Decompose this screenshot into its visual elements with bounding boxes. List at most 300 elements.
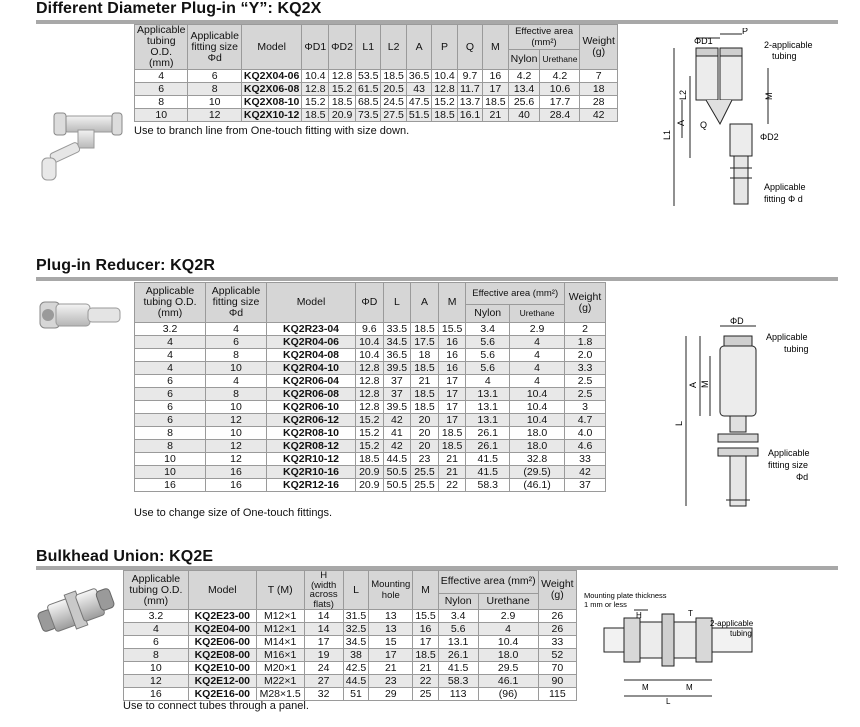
table-cell: 10.4 [302,70,329,83]
table-cell: 17.7 [540,96,580,109]
table-cell: 10 [188,96,241,109]
kq2x-drawing-m: M [764,92,774,100]
table-cell: 44.5 [383,453,411,466]
table-cell: 13.1 [438,636,478,649]
table-row [135,466,606,479]
kq2r-header-urethane: Urethane [510,305,565,323]
kq2r-table-body [135,323,606,492]
table-row [135,479,606,492]
table-cell: M28×1.5 [256,688,304,701]
table-cell: 6 [135,375,206,388]
table-cell: 12.8 [356,375,384,388]
table-cell: 8 [188,83,241,96]
table-cell: 13.4 [508,83,540,96]
table-cell: 36.5 [406,70,431,83]
table-cell: 4 [135,70,188,83]
table-cell: 16 [438,336,466,349]
table-cell: 12 [206,440,267,453]
kq2e-drawing-tubing: tubing [730,629,752,638]
table-cell: 43 [406,83,431,96]
table-row [135,83,618,96]
table-cell: KQ2E23-00 [188,610,256,623]
table-cell: 15.5 [413,610,438,623]
table-row [135,362,606,375]
kq2r-header-weight: Weight (g) [565,283,606,323]
table-cell: 28.4 [540,109,580,122]
table-cell: KQ2R06-12 [267,414,356,427]
table-cell: 51.5 [406,109,431,122]
table-cell: 16 [438,349,466,362]
table-cell: KQ2E12-00 [188,675,256,688]
kq2x-drawing-d1: ΦD1 [694,36,713,46]
kq2x-header-a: A [406,25,431,70]
table-cell: KQ2R06-04 [267,375,356,388]
kq2e-spec-table [123,570,577,701]
table-cell: 15.2 [302,96,329,109]
table-cell: 34.5 [343,636,368,649]
table-row [135,96,618,109]
table-cell: 22 [413,675,438,688]
table-cell: 113 [438,688,478,701]
table-cell: 16 [206,466,267,479]
table-cell: 6 [135,388,206,401]
table-cell: 24 [304,662,343,675]
table-cell: 40 [508,109,540,122]
table-cell: 32.8 [510,453,565,466]
table-cell: 12.8 [329,70,356,83]
table-row [124,662,577,675]
table-cell: 32.5 [343,623,368,636]
table-cell: 6 [188,70,241,83]
table-cell: 10.6 [540,83,580,96]
kq2x-drawing-l2: L2 [678,89,688,100]
table-cell: 15.2 [329,83,356,96]
table-cell: 41.5 [466,466,510,479]
table-cell: KQ2E16-00 [188,688,256,701]
table-row [135,349,606,362]
table-cell: 18.5 [483,96,508,109]
table-cell: 6 [124,636,189,649]
table-cell: 2.0 [565,349,606,362]
table-cell: KQ2R06-10 [267,401,356,414]
kq2x-title: Different Diameter Plug-in “Y”: KQ2X [36,0,322,17]
kq2e-header-tubing-od: Applicable tubing O.D. (mm) [124,571,189,610]
table-row [135,375,606,388]
table-cell: 20.5 [381,83,406,96]
kq2e-drawing-h: H [636,611,642,620]
table-cell: 18.5 [411,388,439,401]
table-cell: 90 [538,675,576,688]
table-row [135,336,606,349]
table-cell: 17 [413,636,438,649]
kq2r-header-eff-area: Effective area (mm²) [466,283,565,305]
table-cell: 25.6 [508,96,540,109]
table-cell: 47.5 [406,96,431,109]
kq2x-header-urethane: Urethane [540,50,580,70]
kq2e-header-model: Model [188,571,256,610]
table-cell: 20.9 [356,479,384,492]
table-cell: 10 [135,109,188,122]
table-cell: 10 [124,662,189,675]
kq2r-product-photo [36,296,124,336]
table-cell: 16 [438,362,466,375]
table-row [124,649,577,662]
table-cell: 25.5 [411,466,439,479]
kq2x-note: Use to branch line from One-touch fitting with size down. [134,125,410,137]
table-row [135,440,606,453]
kq2r-header-nylon: Nylon [466,305,510,323]
table-cell: 21 [438,453,466,466]
table-cell: 4 [510,362,565,375]
table-cell: 23 [369,675,413,688]
table-cell: 3.4 [438,610,478,623]
table-row [124,636,577,649]
kq2r-header-l: L [383,283,411,323]
table-cell: 18.5 [411,323,439,336]
table-cell: 15.2 [356,427,384,440]
table-cell: 3 [565,401,606,414]
table-row [135,414,606,427]
kq2x-spec-table [134,24,618,122]
table-cell: KQ2R23-04 [267,323,356,336]
table-cell: 11.7 [457,83,482,96]
table-cell: 1.8 [565,336,606,349]
table-cell: 12.8 [356,388,384,401]
table-cell: 2.9 [478,610,538,623]
table-cell: 17 [304,636,343,649]
kq2e-table-body [124,610,577,701]
table-cell: 37 [383,375,411,388]
table-cell: 8 [206,388,267,401]
table-cell: 34.5 [383,336,411,349]
table-cell: 18.0 [478,649,538,662]
kq2e-header-eff-area: Effective area (mm²) [438,571,538,594]
table-cell: 51 [343,688,368,701]
table-cell: 12.8 [302,83,329,96]
kq2r-drawing-applicable2: Applicable [768,448,810,458]
kq2x-header-nylon: Nylon [508,50,540,70]
table-cell: 14 [304,610,343,623]
table-cell: 20 [411,440,439,453]
table-row [124,688,577,701]
table-cell: 17 [483,83,508,96]
kq2x-drawing-fitting: fitting Φ d [764,194,803,204]
table-cell: 13 [369,623,413,636]
table-cell: 16 [206,479,267,492]
kq2e-dimension-drawing [584,588,784,706]
table-cell: 4 [206,375,267,388]
kq2x-table-body [135,70,618,122]
table-row [124,675,577,688]
kq2x-header-weight: Weight (g) [580,25,618,70]
table-cell: 19 [304,649,343,662]
table-cell: 13 [369,610,413,623]
table-cell: 25 [413,688,438,701]
kq2x-drawing-a: A [676,119,686,126]
kq2e-header-m: M [413,571,438,610]
table-cell: 10.4 [510,388,565,401]
table-cell: 15.2 [432,96,457,109]
table-row [135,453,606,466]
table-cell: 20.9 [329,109,356,122]
kq2x-header-l1: L1 [355,25,380,70]
table-cell: 4 [124,623,189,636]
table-cell: KQ2E08-00 [188,649,256,662]
table-cell: 18.5 [438,440,466,453]
table-cell: 50.5 [383,479,411,492]
table-cell: 36.5 [383,349,411,362]
table-cell: 18.5 [411,362,439,375]
table-cell: 12 [206,414,267,427]
table-cell: KQ2R06-08 [267,388,356,401]
table-cell: 18.5 [329,96,356,109]
kq2x-drawing-d2: ΦD2 [760,132,779,142]
table-cell: 8 [124,649,189,662]
table-cell: M12×1 [256,610,304,623]
kq2e-drawing-two-applicable: 2-applicable [710,619,754,628]
kq2r-drawing-applicable: Applicable [766,332,808,342]
table-row [135,388,606,401]
table-row [135,323,606,336]
kq2x-product-photo [34,104,126,182]
kq2r-header-model: Model [267,283,356,323]
kq2x-header-l2: L2 [381,25,406,70]
table-cell: 3.4 [466,323,510,336]
table-cell: 26 [538,610,576,623]
table-cell: 16.1 [457,109,482,122]
table-cell: 5.6 [466,362,510,375]
table-row [135,70,618,83]
table-cell: 13.1 [466,388,510,401]
table-cell: 15.2 [356,414,384,427]
table-cell: KQ2R04-06 [267,336,356,349]
table-cell: 61.5 [355,83,380,96]
kq2e-title: Bulkhead Union: KQ2E [36,548,214,565]
kq2e-drawing-plate: Mounting plate thickness [584,591,667,600]
kq2e-drawing-l: L [666,697,671,706]
table-cell: 42 [565,466,606,479]
table-cell: 58.3 [438,675,478,688]
kq2x-header-model: Model [241,25,301,70]
table-cell: 10.4 [510,401,565,414]
table-cell: 33 [538,636,576,649]
table-cell: 7 [580,70,618,83]
table-row [135,109,618,122]
table-cell: 42 [383,414,411,427]
kq2r-title-underline [36,277,838,281]
kq2x-header-q: Q [457,25,482,70]
table-cell: 10 [135,466,206,479]
kq2e-drawing-plate2: 1 mm or less [584,600,627,609]
table-cell: 18.0 [510,440,565,453]
table-cell: 39.5 [383,362,411,375]
table-cell: 39.5 [383,401,411,414]
table-cell: 18 [411,349,439,362]
table-cell: 17 [438,414,466,427]
table-cell: 26.1 [438,649,478,662]
kq2e-header-h: H (width across flats) [304,571,343,610]
table-cell: 21 [411,375,439,388]
table-cell: 58.3 [466,479,510,492]
table-cell: 10.4 [510,414,565,427]
table-cell: 41.5 [466,453,510,466]
table-cell: KQ2R08-12 [267,440,356,453]
table-cell: 16 [124,688,189,701]
table-cell: 20 [411,414,439,427]
table-cell: 4 [135,349,206,362]
table-cell: 2.9 [510,323,565,336]
table-cell: 23 [411,453,439,466]
table-cell: 44.5 [343,675,368,688]
kq2e-header-urethane: Urethane [478,593,538,609]
table-cell: M22×1 [256,675,304,688]
table-cell: 73.5 [355,109,380,122]
table-cell: 42.5 [343,662,368,675]
table-cell: KQ2X08-10 [241,96,301,109]
table-cell: 12.8 [432,83,457,96]
kq2x-drawing-two-applicable: 2-applicable [764,40,813,50]
table-cell: 17 [438,401,466,414]
kq2x-header-m: M [483,25,508,70]
table-cell: 4.2 [540,70,580,83]
table-cell: KQ2E10-00 [188,662,256,675]
table-cell: 4.7 [565,414,606,427]
kq2x-header-fitting-size: Applicable fitting size Φd [188,25,241,70]
table-cell: 24.5 [381,96,406,109]
table-cell: 8 [135,427,206,440]
table-cell: 6 [135,401,206,414]
table-cell: 27 [304,675,343,688]
table-cell: 18.5 [432,109,457,122]
table-cell: 12.8 [356,401,384,414]
table-row [124,610,577,623]
table-cell: 2.5 [565,375,606,388]
table-cell: KQ2R10-16 [267,466,356,479]
table-cell: 21 [438,466,466,479]
kq2x-drawing-applicable: Applicable [764,182,806,192]
table-cell: 21 [369,662,413,675]
table-cell: KQ2X04-06 [241,70,301,83]
table-cell: 41 [383,427,411,440]
table-cell: 10 [206,362,267,375]
table-cell: 18.5 [438,427,466,440]
table-cell: 10.4 [356,336,384,349]
kq2r-dimension-drawing [656,316,826,512]
table-cell: 4.2 [508,70,540,83]
table-cell: 15 [369,636,413,649]
table-cell: 42 [383,440,411,453]
kq2x-header-d1: ΦD1 [302,25,329,70]
table-cell: 27.5 [381,109,406,122]
table-cell: 26 [538,623,576,636]
table-cell: 18.5 [411,401,439,414]
table-cell: 21 [413,662,438,675]
table-cell: 17 [369,649,413,662]
table-cell: KQ2R04-10 [267,362,356,375]
kq2e-drawing-t: T [688,609,693,618]
table-cell: 68.5 [355,96,380,109]
table-cell: 4 [510,336,565,349]
kq2x-drawing-p: P [742,28,749,36]
table-cell: 4 [478,623,538,636]
table-cell: KQ2R04-08 [267,349,356,362]
table-cell: 10.4 [432,70,457,83]
table-cell: 4 [206,323,267,336]
table-cell: 115 [538,688,576,701]
table-cell: 16 [483,70,508,83]
table-row [135,401,606,414]
kq2x-header-d2: ΦD2 [329,25,356,70]
table-cell: KQ2R12-16 [267,479,356,492]
table-row [135,427,606,440]
table-cell: 17.5 [411,336,439,349]
table-cell: 37 [565,479,606,492]
table-cell: 41.5 [438,662,478,675]
kq2e-drawing-m1: M [642,683,649,692]
table-cell: 6 [135,414,206,427]
table-cell: 15.5 [438,323,466,336]
kq2x-header-p: P [432,25,457,70]
kq2e-header-l: L [343,571,368,610]
kq2x-header-tubing-od: Applicable tubing O.D. (mm) [135,25,188,70]
table-cell: 26.1 [466,440,510,453]
kq2e-header-mounting-hole: Mounting hole [369,571,413,610]
table-cell: KQ2X10-12 [241,109,301,122]
kq2r-spec-table [134,282,606,492]
table-cell: 37 [383,388,411,401]
table-cell: 18.5 [302,109,329,122]
table-cell: 29.5 [478,662,538,675]
table-cell: 32 [304,688,343,701]
table-cell: 16 [413,623,438,636]
kq2r-header-fitting-size: Applicable fitting size Φd [206,283,267,323]
table-cell: KQ2E06-00 [188,636,256,649]
table-cell: 10 [135,453,206,466]
table-cell: 46.1 [478,675,538,688]
table-cell: 14 [304,623,343,636]
kq2r-header-tubing-od: Applicable tubing O.D. (mm) [135,283,206,323]
kq2e-header-t: T (M) [256,571,304,610]
kq2r-note: Use to change size of One-touch fittings. [134,507,333,519]
kq2r-drawing-l: L [674,420,684,426]
table-cell: 8 [206,349,267,362]
kq2x-header-eff-area: Effective area (mm²) [508,25,580,50]
kq2r-drawing-d: ΦD [730,316,744,326]
kq2x-drawing-q: Q [700,120,708,130]
table-cell: 3.2 [135,323,206,336]
table-cell: 5.6 [466,336,510,349]
table-cell: 4.0 [565,427,606,440]
table-cell: 6 [135,83,188,96]
table-cell: 21 [483,109,508,122]
kq2r-drawing-m: M [700,380,710,388]
table-cell: 16 [135,479,206,492]
table-cell: 22 [438,479,466,492]
kq2e-note: Use to connect tubes through a panel. [123,700,309,712]
table-cell: 6 [206,336,267,349]
table-cell: 17 [438,388,466,401]
kq2e-drawing-m2: M [686,683,693,692]
table-cell: 28 [580,96,618,109]
table-cell: 31.5 [343,610,368,623]
table-cell: (96) [478,688,538,701]
table-row [124,623,577,636]
table-cell: 26.1 [466,427,510,440]
table-cell: M20×1 [256,662,304,675]
table-cell: KQ2R08-10 [267,427,356,440]
table-cell: 3.3 [565,362,606,375]
kq2r-drawing-tubing: tubing [784,344,809,354]
